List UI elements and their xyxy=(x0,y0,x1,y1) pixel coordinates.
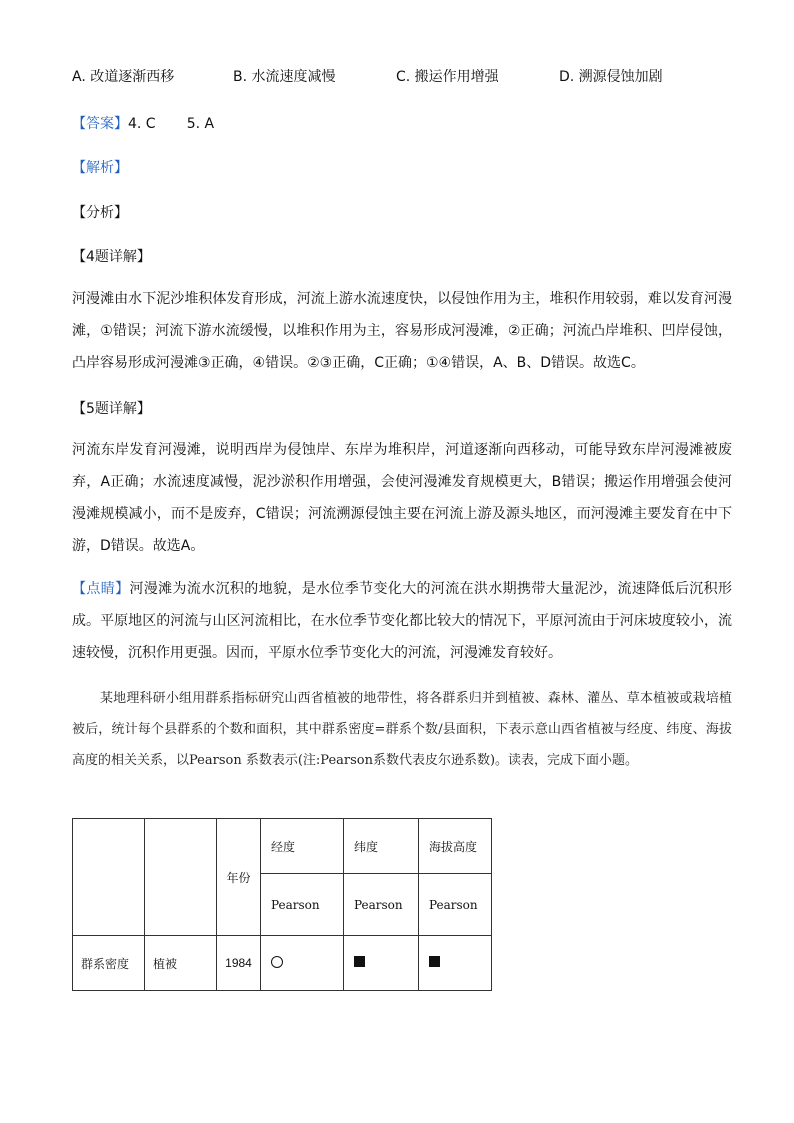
dianjing-text: 河漫滩为流水沉积的地貌，是水位季节变化大的河流在洪水期携带大量泥沙，流速降低后沉积形成。平原地区的河流与山区河流相比，在水位季节变化都比较大的情况下，平原河流由于河床坡度较小，流速较慢，沉积作用更强。因而，平原水位季节变化大的河流，河漫滩发育较好。 xyxy=(72,581,733,661)
fenxi-label: 【分析】 xyxy=(72,205,128,221)
col-header-latitude: 纬度 xyxy=(344,819,419,874)
row-label-density: 群系密度 xyxy=(73,936,145,991)
option-d: D. 溯源侵蚀加剧 xyxy=(559,69,663,85)
option-b: B. 水流速度减慢 xyxy=(233,69,336,85)
cell-latitude xyxy=(344,936,419,991)
q4-explanation: 河漫滩由水下泥沙堆积体发育形成，河流上游水流速度快，以侵蚀作用为主，堆积作用较弱，难以发育河漫滩，①错误；河流下游水流缓慢，以堆积作用为主，容易形成河漫滩，②正确；河流凸岸堆积、凹岸侵蚀，凸岸容易形成河漫滩③正确，④错误。②③正确，C正确；①④错误，A、B、D错误。故选C。 xyxy=(72,291,732,371)
empty-header-cell xyxy=(73,819,145,936)
q4-label: 【4题详解】 xyxy=(72,249,151,265)
cell-longitude xyxy=(261,936,344,991)
sub-header-pearson: Pearson xyxy=(419,874,492,936)
answer-text: 4. C 5. A xyxy=(128,116,215,132)
col-header-altitude: 海拔高度 xyxy=(419,819,492,874)
answer-line xyxy=(72,113,214,133)
col-header-longitude: 经度 xyxy=(261,819,344,874)
sub-header-pearson: Pearson xyxy=(344,874,419,936)
q5-label: 【5题详解】 xyxy=(72,401,151,417)
circle-icon xyxy=(271,956,283,968)
dianjing-block xyxy=(72,573,732,669)
answer-label: 【答案】 xyxy=(72,116,128,132)
dianjing-label: 【点睛】 xyxy=(72,581,130,597)
pearson-table xyxy=(72,818,492,991)
option-a: A. 改道逐渐西移 xyxy=(72,69,175,85)
analysis-label: 【解析】 xyxy=(72,160,128,176)
row-year: 1984 xyxy=(217,936,261,991)
empty-header-cell xyxy=(145,819,217,936)
year-header: 年份 xyxy=(217,819,261,936)
intro-paragraph: 某地理科研小组用群系指标研究山西省植被的地带性，将各群系归并到植被、森林、灌丛、草本植被或栽培植被后，统计每个县群系的个数和面积，其中群系密度=群系个数/县面积，下表示意山西省植被与经度、纬度、海拔高度的相关关系，以Pearson 系数表示(注:Pearson系数代表皮尔逊系数)。读表，完成下面小题。 xyxy=(72,691,732,768)
sub-header-pearson: Pearson xyxy=(261,874,344,936)
cell-altitude xyxy=(419,936,492,991)
square-icon xyxy=(354,956,365,967)
square-icon xyxy=(429,956,440,967)
row-label-vegetation: 植被 xyxy=(145,936,217,991)
q5-explanation: 河流东岸发育河漫滩，说明西岸为侵蚀岸、东岸为堆积岸，河道逐渐向西移动，可能导致东岸河漫滩被废弃，A正确；水流速度减慢，泥沙淤积作用增强，会使河漫滩发育规模更大，B错误；搬运作用增强会使河漫滩规模减小，而不是废弃，C错误；河流溯源侵蚀主要在河流上游及源头地区，而河漫滩主要发育在中下游，D错误。故选A。 xyxy=(72,442,732,554)
option-c: C. 搬运作用增强 xyxy=(396,69,499,85)
